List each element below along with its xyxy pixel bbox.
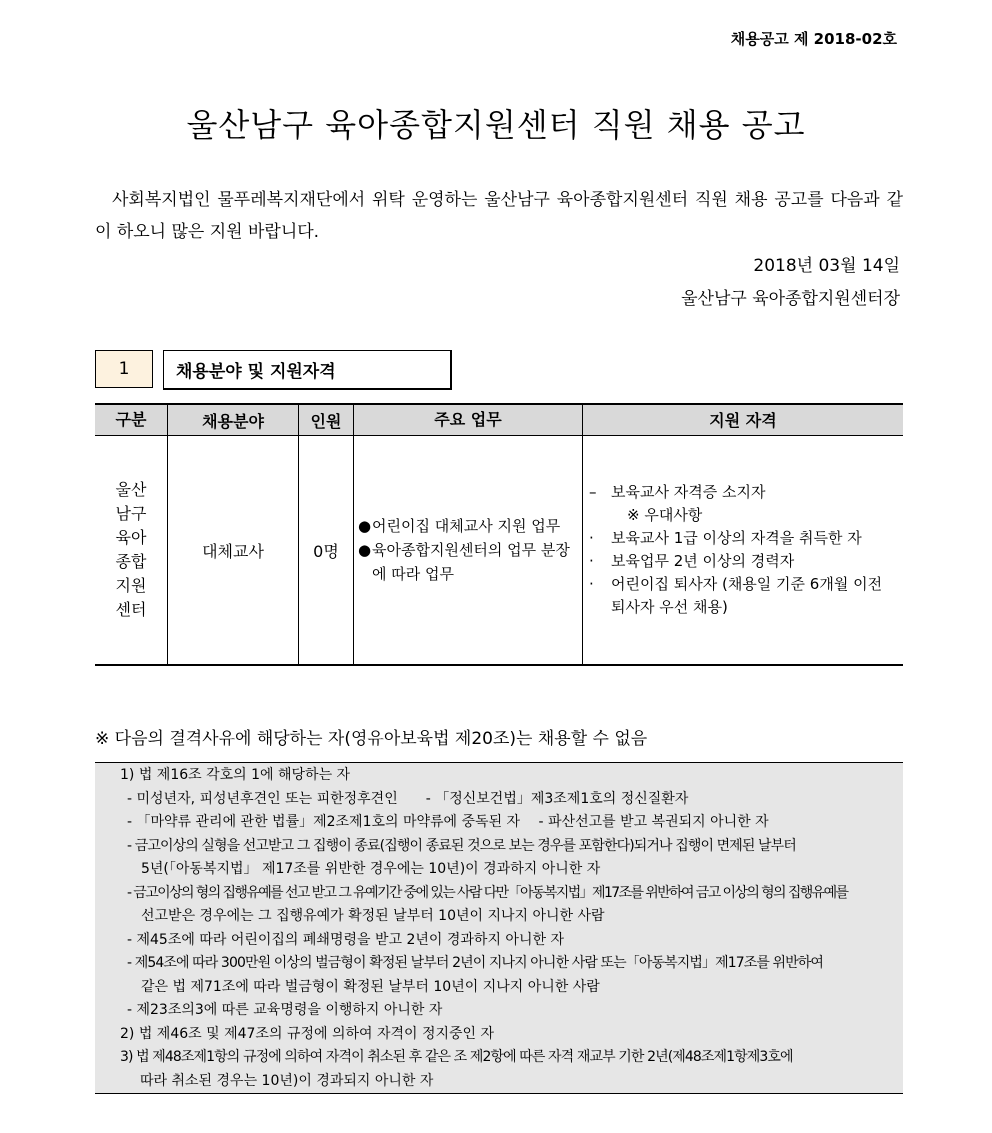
preference-text: 보육교사 1급 이상의 자격을 취득한 자	[611, 529, 862, 547]
preference-text: 어린이집 퇴사자 (채용일 기준 6개월 이전 퇴사자 우선 채용)	[611, 575, 883, 616]
disqualification-line: - 「마약류 관리에 관한 법률」제2조제1호의 마약류에 중독된 자 - 파산선고를 받고 복권되지 아니한 자	[127, 814, 769, 830]
division-cell	[95, 436, 168, 666]
header-count: 인원	[299, 404, 354, 436]
dot-icon: ·	[589, 552, 594, 570]
header-division: 구분	[95, 404, 168, 436]
preference-item	[587, 550, 899, 573]
division-line: 센터	[115, 600, 147, 619]
preference-text: 보육업무 2년 이상의 경력자	[611, 552, 795, 570]
disqualification-line: - 제54조에 따라 300만원 이상의 벌금형이 확정된 날부터 2년이 지나지 아니한 사람 또는「아동복지법」제17조를 위반하여	[127, 955, 824, 971]
division-line: 육아	[115, 528, 147, 547]
disqualification-box	[95, 762, 903, 1094]
duty-item	[358, 538, 578, 586]
duty-item	[358, 514, 578, 538]
disqualification-line: 5년(「아동복지법」 제17조를 위반한 경우에는 10년)이 경과하지 아니한 자	[141, 861, 601, 877]
notice-number: 채용공고 제 2018-02호	[730, 30, 897, 48]
division-line: 남구	[115, 504, 147, 523]
division-line: 지원	[115, 576, 147, 595]
preference-title: ※ 우대사항	[627, 506, 703, 524]
disqualification-line: 선고받은 경우에는 그 집행유예가 확정된 날부터 10년이 지나지 아니한 사람	[141, 908, 605, 924]
disqualification-line: 1) 법 제16조 각호의 1에 해당하는 자	[120, 767, 351, 783]
field-cell: 대체교사	[168, 436, 299, 666]
issuer-name: 울산남구 육아종합지원센터장	[681, 289, 900, 309]
recruitment-table	[95, 403, 903, 666]
disqualification-line: - 금고이상의 형의 집행유예를 선고 받고 그 유예기간 중에 있는 사람 다만「아동복지법」제17조를 위반하여 금고 이상의 형의 집행유예를	[127, 884, 848, 901]
disqualification-line: - 금고이상의 실형을 선고받고 그 집행이 종료(집행이 종료된 것으로 보는 경우를 포함한다)되거나 집행이 면제된 날부터	[127, 837, 796, 854]
header-duties: 주요 업무	[354, 404, 583, 436]
intro-text: 사회복지법인 물푸레복지재단에서 위탁 운영하는 울산남구 육아종합지원센터 직원 채용 공고를 다음과 같이 하오니 많은 지원 바랍니다.	[95, 190, 903, 242]
disqualification-line: 같은 법 제71조에 따라 벌금형이 확정된 날부터 10년이 지나지 아니한 사람	[141, 978, 600, 995]
dot-icon: ·	[589, 529, 594, 547]
bullet-icon: ●	[358, 517, 372, 535]
division-line: 울산	[115, 480, 147, 499]
notice-date: 2018년 03월 14일	[753, 256, 900, 276]
table-row	[95, 436, 903, 666]
preference-item	[587, 573, 899, 619]
disqualification-line: 따라 취소된 경우는 10년)이 경과되지 아니한 자	[140, 1072, 434, 1089]
disqualification-line: - 제45조에 따라 어린이집의 폐쇄명령을 받고 2년이 경과하지 아니한 자	[127, 931, 564, 948]
qualification-main-text: 보육교사 자격증 소지자	[611, 483, 766, 501]
disqualification-line: 3) 법 제48조제1항의 규정에 의하여 자격이 취소된 후 같은 조 제2항에 따른 자격 재교부 기한 2년(제48조제1항제3호에	[120, 1049, 793, 1065]
disqualification-line: - 미성년자, 피성년후견인 또는 피한정후견인 - 「정신보건법」제3조제1호의 정신질환자	[127, 790, 689, 807]
duty-text: 육아종합지원센터의 업무 분장에 따라 업무	[372, 541, 570, 583]
preference-item	[587, 527, 899, 550]
disqualification-line: 2) 법 제46조 및 제47조의 규정에 의하여 자격이 정지중인 자	[120, 1025, 495, 1042]
section-title: 채용분야 및 지원자격	[163, 350, 452, 390]
qualification-cell	[583, 436, 904, 666]
section-number: 1	[95, 350, 153, 388]
dash-icon: –	[589, 483, 597, 501]
dot-icon: ·	[589, 575, 594, 593]
bullet-icon: ●	[358, 541, 372, 559]
qualification-main	[587, 481, 899, 504]
division-line: 종합	[115, 552, 147, 571]
header-qualification: 지원 자격	[583, 404, 904, 436]
page-title: 울산남구 육아종합지원센터 직원 채용 공고	[186, 106, 806, 144]
table-header-row	[95, 404, 903, 436]
duty-text: 어린이집 대체교사 지원 업무	[372, 517, 561, 535]
header-field: 채용분야	[168, 404, 299, 436]
intro-paragraph	[95, 184, 903, 248]
count-cell: 0명	[299, 436, 354, 666]
duties-cell	[354, 436, 583, 666]
disqualification-heading: ※ 다음의 결격사유에 해당하는 자(영유아보육법 제20조)는 채용할 수 없음	[95, 729, 648, 749]
disqualification-line: - 제23조의3에 따른 교육명령을 이행하지 아니한 자	[127, 1002, 443, 1018]
